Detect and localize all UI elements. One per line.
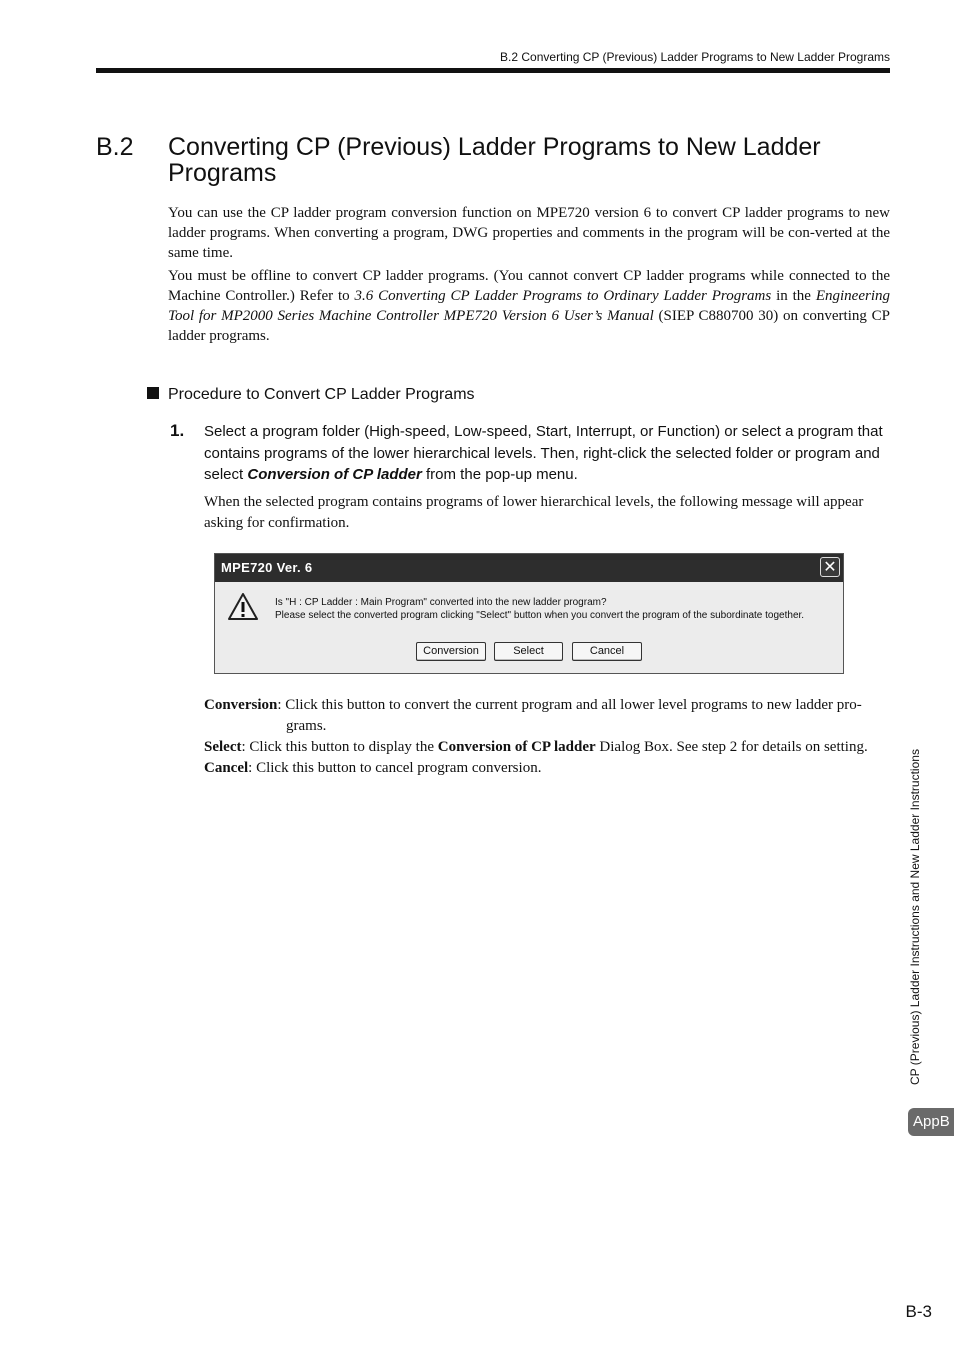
select-definition: [204, 737, 890, 758]
step-text-a: Select a program folder (High-speed, Low-speed, Start, Interrupt, or Function) or select a program that contains programs of the lower hierarchical levels. Then, right-click the selected folder or program and select: [204, 423, 883, 483]
dialog-message-line2: Please select the converted program clicking "Select" button when you convert the program of the subordinate together.: [275, 609, 805, 621]
section-title: [96, 134, 896, 186]
step-number: 1.: [170, 421, 185, 440]
intro-paragraph: You can use the CP ladder program conversion function on MPE720 version 6 to convert CP ladder programs to new ladder programs. When converting a program, DWG properties and comments in the program will be con-verted at the same time.: [168, 205, 890, 261]
dialog-close-button[interactable]: ✕: [820, 557, 840, 577]
step-menu-item: Conversion of CP ladder: [247, 466, 422, 483]
step-text: [204, 421, 890, 486]
cancel-button[interactable]: Cancel: [572, 642, 642, 661]
cancel-text: : Click this button to cancel program conversion.: [248, 760, 542, 776]
section-title-text: Converting CP (Previous) Ladder Programs to New Ladder Programs: [168, 133, 821, 187]
manual-reference: Engineering Tool for MP2000 Series Machine Controller MPE720 Version 6 User’s Manual: [168, 288, 890, 324]
cancel-term: Cancel: [204, 760, 249, 776]
appendix-tab: AppB: [908, 1108, 954, 1136]
select-text-a: : Click this button to display the: [241, 739, 438, 755]
header-rule: [96, 68, 890, 73]
conversion-definition: [204, 695, 890, 737]
dialog-message-line1: Is "H : CP Ladder : Main Program" converted into the new ladder program?: [275, 597, 607, 608]
dialog-titlebar: [215, 554, 843, 582]
page-number: B-3: [905, 1302, 932, 1321]
chapter-side-text: CP (Previous) Ladder Instructions and New Ladder Instructions: [908, 749, 922, 1085]
dialog-message: [275, 597, 804, 622]
select-button[interactable]: Select: [494, 642, 563, 661]
confirmation-dialog: [214, 553, 844, 674]
conversion-text-b: grams.: [286, 718, 327, 734]
conversion-text-a: : Click this button to convert the current program and all lower level programs to new ladder pro-: [277, 697, 862, 713]
select-term: Select: [204, 739, 242, 755]
running-header: B.2 Converting CP (Previous) Ladder Programs to New Ladder Programs: [500, 50, 890, 64]
procedure-heading-text: Procedure to Convert CP Ladder Programs: [168, 386, 475, 403]
dialog-title: MPE720 Ver. 6: [221, 560, 313, 575]
section-reference: 3.6 Converting CP Ladder Programs to Ordinary Ladder Programs: [354, 288, 772, 304]
cancel-definition: [204, 758, 890, 779]
step-note: When the selected program contains programs of lower hierarchical levels, the following message will appear asking for confirmation.: [204, 494, 864, 531]
warning-triangle-icon: [227, 592, 259, 622]
square-bullet-icon: [147, 387, 159, 399]
step-text-b: from the pop-up menu.: [421, 466, 578, 483]
conversion-term: Conversion: [204, 697, 278, 713]
select-dialog-name: Conversion of CP ladder: [437, 739, 596, 755]
offline-text-c: (SIEP C880700 30) on converting CP ladder programs.: [168, 308, 890, 344]
offline-paragraph: [168, 266, 890, 346]
conversion-button[interactable]: Conversion: [416, 642, 486, 661]
section-number: B.2: [96, 133, 134, 161]
offline-text-b: in the: [771, 288, 816, 304]
select-text-b: Dialog Box. See step 2 for details on setting.: [595, 739, 868, 755]
procedure-heading: [147, 386, 475, 404]
offline-text-a: You must be offline to convert CP ladder programs. (You cannot convert CP ladder programs while connected to the Machine Controller.) Refer to: [168, 268, 890, 304]
